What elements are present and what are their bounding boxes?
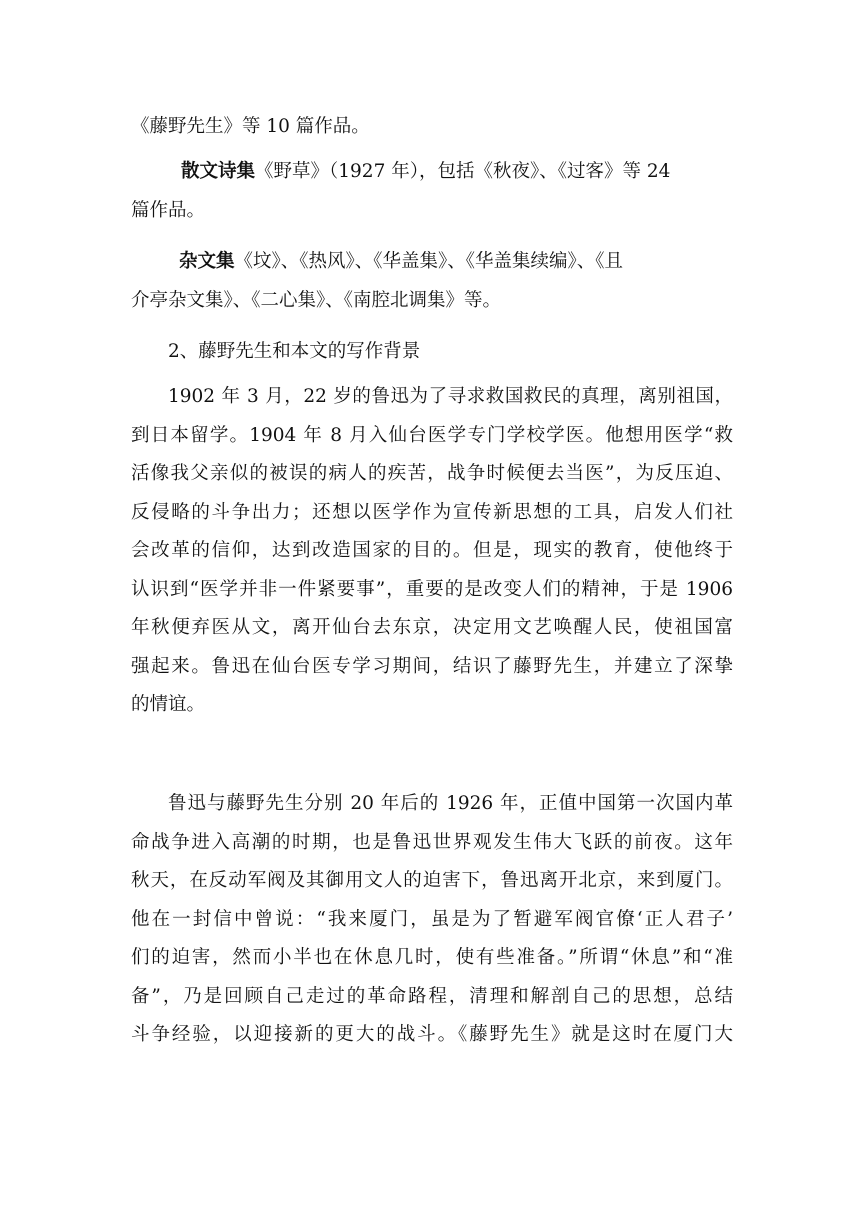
bold-term: 杂文集: [179, 251, 235, 272]
text-line: 强起来。鲁迅在仙台医专学习期间，结识了藤野先生，并建立了深挚: [131, 655, 733, 677]
paragraph-works-list: [131, 108, 733, 147]
text-line: 篇作品。: [131, 199, 206, 221]
section-heading: [131, 333, 733, 372]
text-run: 《野草》（1927 年），包括《秋夜》、《过客》等 24: [255, 161, 671, 182]
text-line: 斗争经验，以迎接新的更大的战斗。《藤野先生》就是这时在厦门大: [131, 1024, 733, 1045]
text-line: 鲁迅与藤野先生分别 20 年后的 1926 年，正值中国第一次国内革: [168, 793, 733, 814]
text-line: 的情谊。: [131, 694, 206, 715]
text-line: 1902 年 3 月，22 岁的鲁迅为了寻求救国救民的真理，离别祖国，: [168, 386, 733, 407]
bold-term: 散文诗集: [181, 161, 256, 182]
text-run: 《坟》、《热风》、《华盖集》、《华盖集续编》、《且: [234, 251, 624, 272]
paragraph-background-1: [131, 378, 733, 725]
text-line: 们的迫害，然而小半也在休息几时，使有些准备。”所谓“休息”和“准: [131, 947, 733, 968]
text-line: 秋天，在反动军阀及其御用文人的迫害下，鲁迅离开北京，来到厦门。: [131, 870, 733, 891]
paragraph-prose-poems: [131, 153, 733, 230]
heading-text: 2、藤野先生和本文的写作背景: [168, 341, 421, 362]
text-line: 《藤野先生》等 10 篇作品。: [131, 116, 370, 137]
text-line: 命战争进入高潮的时期，也是鲁迅世界观发生伟大飞跃的前夜。这年: [131, 831, 733, 853]
text-line: 备”，乃是回顾自己走过的革命路程，清理和解剖自己的思想，总结: [131, 985, 733, 1007]
paragraph-background-2: [131, 785, 733, 1055]
paragraph-essays: [131, 243, 733, 320]
text-line: [131, 243, 733, 282]
text-line: [131, 153, 733, 192]
text-line: 活像我父亲似的被误的病人的疾苦，战争时候便去当医”，为反压迫、: [131, 463, 733, 484]
text-line: 他在一封信中曾说：“我来厦门，虽是为了暂避军阀官僚‘正人君子’: [131, 908, 733, 930]
text-line: 年秋便弃医从文，离开仙台去东京，决定用文艺唤醒人民，使祖国富: [131, 617, 733, 638]
text-line: 介亭杂文集》、《二心集》、《南腔北调集》等。: [131, 289, 502, 311]
text-line: 反侵略的斗争出力；还想以医学作为宣传新思想的工具，启发人们社: [131, 501, 733, 523]
text-line: 会改革的信仰，达到改造国家的目的。但是，现实的教育，使他终于: [131, 540, 733, 561]
text-line: 到日本留学。1904 年 8 月入仙台医学专门学校学医。他想用医学“救: [131, 424, 733, 446]
text-line: 认识到“医学并非一件紧要事”，重要的是改变人们的精神，于是 1906: [131, 578, 733, 600]
